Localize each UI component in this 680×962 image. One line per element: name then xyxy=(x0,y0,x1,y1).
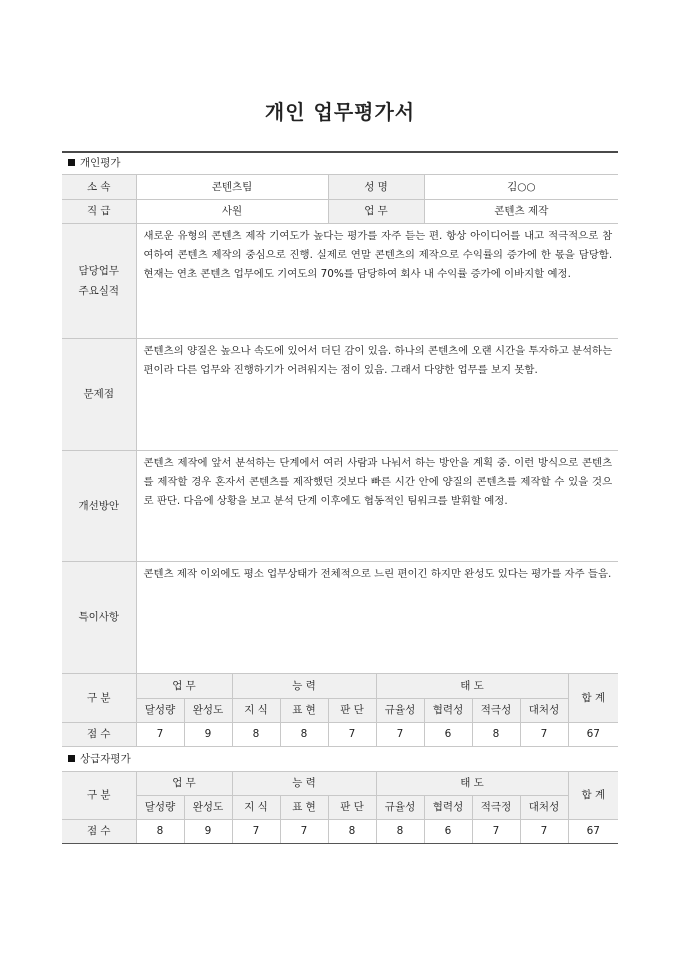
total-label: 합 계 xyxy=(568,771,618,819)
duty-value: 콘텐츠 제작 xyxy=(424,199,618,223)
score-cell: 7 xyxy=(472,819,520,843)
improvement-text: 콘텐츠 제작에 앞서 분석하는 단계에서 여러 사람과 나눠서 하는 방안을 계획 중. 이런 방식으로 콘텐츠를 제작할 경우 혼자서 콘텐츠를 제작했던 것보다 빠른 시간 안에 양질의 콘텐츠를 제작할 수 있을 것으로 판단. 다음에 상황을 보고 분석 단계 이후에도 협동적인 팀워크를 발휘할 예정. xyxy=(136,450,618,561)
achievements-text: 새로운 유형의 콘텐츠 제작 기여도가 높다는 평가를 자주 듣는 편. 항상 아이디어를 내고 적극적으로 참여하여 콘텐츠 제작의 중심으로 진행. 실제로 연말 콘텐츠의 제작으로 수익률의 증가에 한 몫을 담당함. 현재는 연초 콘텐츠 업무에도 기여도의 70%를 담당하여 회사 내 수익률 증가에 이바지할 예정. xyxy=(136,223,618,338)
improvement-label: 개선방안 xyxy=(62,450,136,561)
item-header: 표 현 xyxy=(280,698,328,722)
group-ability-header: 능 력 xyxy=(232,673,376,698)
total-score: 67 xyxy=(568,819,618,843)
category-label: 구 분 xyxy=(62,673,136,722)
score-cell: 8 xyxy=(280,722,328,746)
dept-value: 콘텐츠팀 xyxy=(136,174,328,199)
item-header: 대처성 xyxy=(520,795,568,819)
group-attitude-header: 태 도 xyxy=(376,673,568,698)
group-work-header: 업 무 xyxy=(136,771,232,795)
personal-section-header: 개인평가 xyxy=(62,152,618,174)
group-attitude-header: 태 도 xyxy=(376,771,568,795)
score-cell: 7 xyxy=(136,722,184,746)
score-cell: 7 xyxy=(520,722,568,746)
achievements-label: 담당업무 주요실적 xyxy=(62,223,136,338)
item-header: 대처성 xyxy=(520,698,568,722)
score-cell: 8 xyxy=(328,819,376,843)
item-header: 판 단 xyxy=(328,698,376,722)
evaluation-sheet xyxy=(62,151,618,844)
name-value: 김○○ xyxy=(424,174,618,199)
name-label: 성 명 xyxy=(328,174,424,199)
group-work-header: 업 무 xyxy=(136,673,232,698)
score-cell: 7 xyxy=(232,819,280,843)
supervisor-section-header: 상급자평가 xyxy=(62,746,618,771)
score-cell: 9 xyxy=(184,722,232,746)
item-header: 달성량 xyxy=(136,698,184,722)
problems-label: 문제점 xyxy=(62,338,136,450)
item-header: 지 식 xyxy=(232,698,280,722)
square-bullet-icon xyxy=(68,755,75,762)
category-label: 구 분 xyxy=(62,771,136,819)
page-title: 개인 업무평가서 xyxy=(264,100,416,124)
problems-text: 콘텐츠의 양질은 높으나 속도에 있어서 더딘 감이 있음. 하나의 콘텐츠에 오랜 시간을 투자하고 분석하는 편이라 다른 업무와 진행하기가 어려워지는 점이 있음. 그래서 다양한 업무를 보지 못함. xyxy=(136,338,618,450)
item-header: 적극정 xyxy=(472,795,520,819)
item-header: 표 현 xyxy=(280,795,328,819)
total-score: 67 xyxy=(568,722,618,746)
item-header: 협력성 xyxy=(424,795,472,819)
dept-label: 소 속 xyxy=(62,174,136,199)
item-header: 지 식 xyxy=(232,795,280,819)
score-cell: 7 xyxy=(328,722,376,746)
item-header: 달성량 xyxy=(136,795,184,819)
score-label: 점 수 xyxy=(62,722,136,746)
score-cell: 7 xyxy=(376,722,424,746)
position-label: 직 급 xyxy=(62,199,136,223)
score-cell: 8 xyxy=(472,722,520,746)
square-bullet-icon xyxy=(68,159,75,166)
remarks-label: 특이사항 xyxy=(62,561,136,673)
item-header: 완성도 xyxy=(184,698,232,722)
score-cell: 9 xyxy=(184,819,232,843)
position-value: 사원 xyxy=(136,199,328,223)
score-cell: 7 xyxy=(520,819,568,843)
score-cell: 8 xyxy=(376,819,424,843)
item-header: 판 단 xyxy=(328,795,376,819)
item-header: 규율성 xyxy=(376,698,424,722)
score-cell: 8 xyxy=(232,722,280,746)
score-cell: 6 xyxy=(424,819,472,843)
duty-label: 업 무 xyxy=(328,199,424,223)
item-header: 완성도 xyxy=(184,795,232,819)
item-header: 협력성 xyxy=(424,698,472,722)
total-label: 합 계 xyxy=(568,673,618,722)
score-label: 점 수 xyxy=(62,819,136,843)
score-cell: 7 xyxy=(280,819,328,843)
remarks-text: 콘텐츠 제작 이외에도 평소 업무상태가 전체적으로 느린 편이긴 하지만 완성도 있다는 평가를 자주 들음. xyxy=(136,561,618,673)
group-ability-header: 능 력 xyxy=(232,771,376,795)
item-header: 규율성 xyxy=(376,795,424,819)
item-header: 적극성 xyxy=(472,698,520,722)
score-cell: 6 xyxy=(424,722,472,746)
score-cell: 8 xyxy=(136,819,184,843)
